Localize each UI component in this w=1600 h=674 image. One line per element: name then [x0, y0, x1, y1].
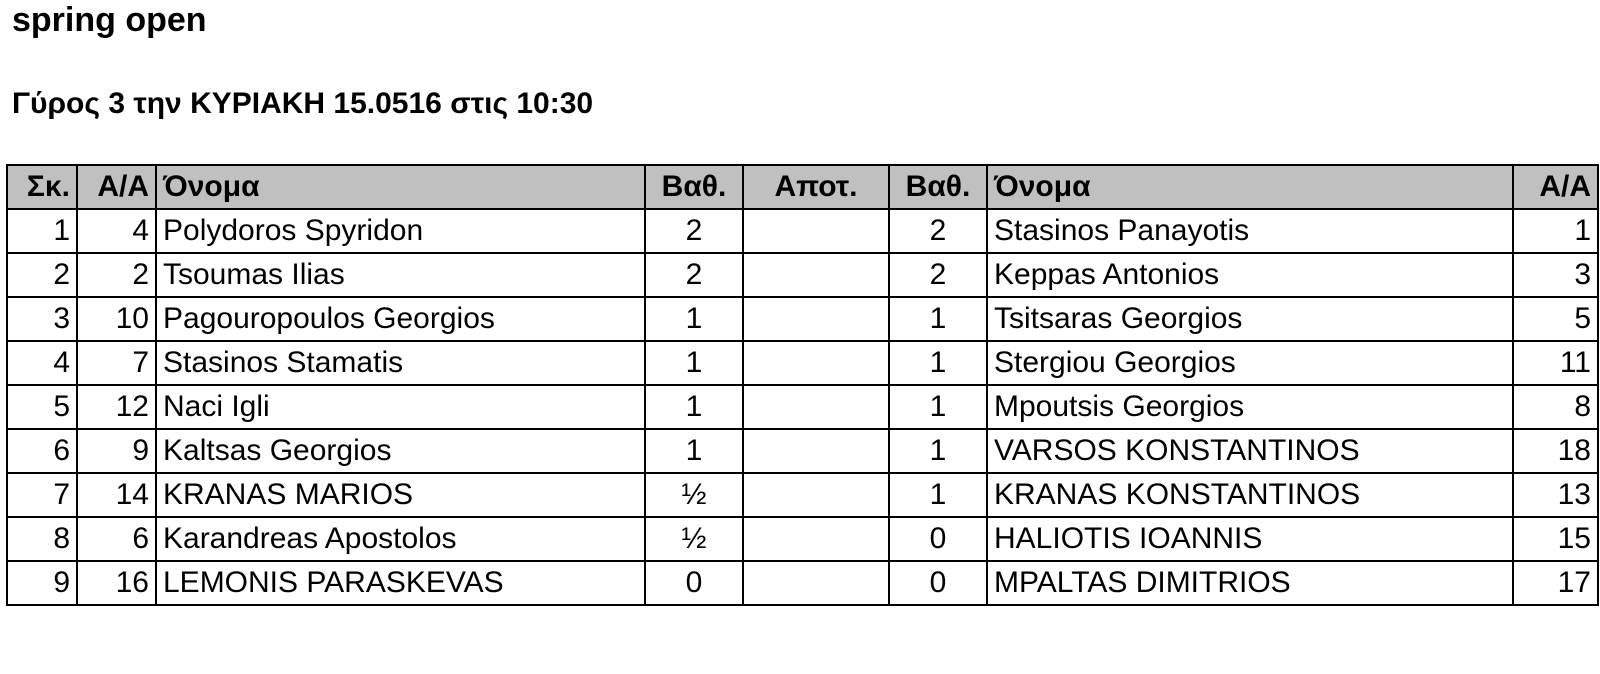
- white-name-cell: KRANAS MARIOS: [156, 473, 645, 517]
- black-name-cell: Mpoutsis Georgios: [987, 385, 1513, 429]
- board-number-cell: 5: [7, 385, 77, 429]
- result-cell: [743, 253, 889, 297]
- black-points-cell: 1: [889, 297, 987, 341]
- black-id-cell: 17: [1513, 561, 1598, 605]
- white-id-cell: 14: [77, 473, 156, 517]
- white-id-cell: 10: [77, 297, 156, 341]
- black-points-cell: 2: [889, 209, 987, 253]
- black-id-cell: 3: [1513, 253, 1598, 297]
- table-row: [7, 385, 1598, 429]
- board-number-cell: 8: [7, 517, 77, 561]
- white-points-cell: 1: [645, 297, 743, 341]
- board-number-cell: 9: [7, 561, 77, 605]
- white-name-cell: Pagouropoulos Georgios: [156, 297, 645, 341]
- white-points-cell: ½: [645, 517, 743, 561]
- table-row: [7, 341, 1598, 385]
- white-id-cell: 16: [77, 561, 156, 605]
- black-points-cell: 1: [889, 429, 987, 473]
- black-points-cell: 1: [889, 385, 987, 429]
- result-cell: [743, 517, 889, 561]
- black-name-cell: Stasinos Panayotis: [987, 209, 1513, 253]
- white-name-cell: Kaltsas Georgios: [156, 429, 645, 473]
- black-name-cell: KRANAS KONSTANTINOS: [987, 473, 1513, 517]
- black-name-cell: Stergiou Georgios: [987, 341, 1513, 385]
- table-row: [7, 429, 1598, 473]
- header-result: Αποτ.: [743, 165, 889, 209]
- result-cell: [743, 209, 889, 253]
- board-number-cell: 4: [7, 341, 77, 385]
- black-id-cell: 18: [1513, 429, 1598, 473]
- board-number-cell: 3: [7, 297, 77, 341]
- white-name-cell: Tsoumas Ilias: [156, 253, 645, 297]
- board-number-cell: 2: [7, 253, 77, 297]
- result-cell: [743, 473, 889, 517]
- white-name-cell: Stasinos Stamatis: [156, 341, 645, 385]
- white-points-cell: 0: [645, 561, 743, 605]
- header-white-points: Βαθ.: [645, 165, 743, 209]
- board-number-cell: 6: [7, 429, 77, 473]
- pairings-table: [6, 164, 1599, 606]
- header-black-id: Α/Α: [1513, 165, 1598, 209]
- result-cell: [743, 341, 889, 385]
- black-id-cell: 5: [1513, 297, 1598, 341]
- header-white-name: Όνομα: [156, 165, 645, 209]
- white-points-cell: 1: [645, 385, 743, 429]
- table-row: [7, 561, 1598, 605]
- white-points-cell: 2: [645, 209, 743, 253]
- white-id-cell: 7: [77, 341, 156, 385]
- black-name-cell: Tsitsaras Georgios: [987, 297, 1513, 341]
- black-id-cell: 1: [1513, 209, 1598, 253]
- white-id-cell: 2: [77, 253, 156, 297]
- white-id-cell: 6: [77, 517, 156, 561]
- white-name-cell: LEMONIS PARASKEVAS: [156, 561, 645, 605]
- table-row: [7, 517, 1598, 561]
- black-points-cell: 1: [889, 341, 987, 385]
- black-id-cell: 11: [1513, 341, 1598, 385]
- header-row: [7, 165, 1598, 209]
- black-points-cell: 0: [889, 517, 987, 561]
- black-name-cell: HALIOTIS IOANNIS: [987, 517, 1513, 561]
- white-points-cell: 2: [645, 253, 743, 297]
- result-cell: [743, 429, 889, 473]
- black-name-cell: MPALTAS DIMITRIOS: [987, 561, 1513, 605]
- tournament-title: spring open: [12, 1, 207, 39]
- white-points-cell: 1: [645, 429, 743, 473]
- board-number-cell: 1: [7, 209, 77, 253]
- round-subtitle: Γύρος 3 την ΚΥΡΙΑΚΗ 15.0516 στις 10:30: [12, 87, 594, 120]
- board-number-cell: 7: [7, 473, 77, 517]
- table-row: [7, 297, 1598, 341]
- black-name-cell: Keppas Antonios: [987, 253, 1513, 297]
- white-points-cell: ½: [645, 473, 743, 517]
- black-id-cell: 13: [1513, 473, 1598, 517]
- result-cell: [743, 561, 889, 605]
- header-black-name: Όνομα: [987, 165, 1513, 209]
- header-board: Σκ.: [7, 165, 77, 209]
- table-row: [7, 209, 1598, 253]
- white-id-cell: 9: [77, 429, 156, 473]
- white-name-cell: Karandreas Apostolos: [156, 517, 645, 561]
- header-black-points: Βαθ.: [889, 165, 987, 209]
- header-white-id: Α/Α: [77, 165, 156, 209]
- black-points-cell: 2: [889, 253, 987, 297]
- white-points-cell: 1: [645, 341, 743, 385]
- table-row: [7, 473, 1598, 517]
- black-points-cell: 1: [889, 473, 987, 517]
- white-name-cell: Naci Igli: [156, 385, 645, 429]
- white-id-cell: 4: [77, 209, 156, 253]
- white-id-cell: 12: [77, 385, 156, 429]
- black-id-cell: 8: [1513, 385, 1598, 429]
- result-cell: [743, 385, 889, 429]
- black-id-cell: 15: [1513, 517, 1598, 561]
- black-points-cell: 0: [889, 561, 987, 605]
- black-name-cell: VARSOS KONSTANTINOS: [987, 429, 1513, 473]
- result-cell: [743, 297, 889, 341]
- white-name-cell: Polydoros Spyridon: [156, 209, 645, 253]
- table-row: [7, 253, 1598, 297]
